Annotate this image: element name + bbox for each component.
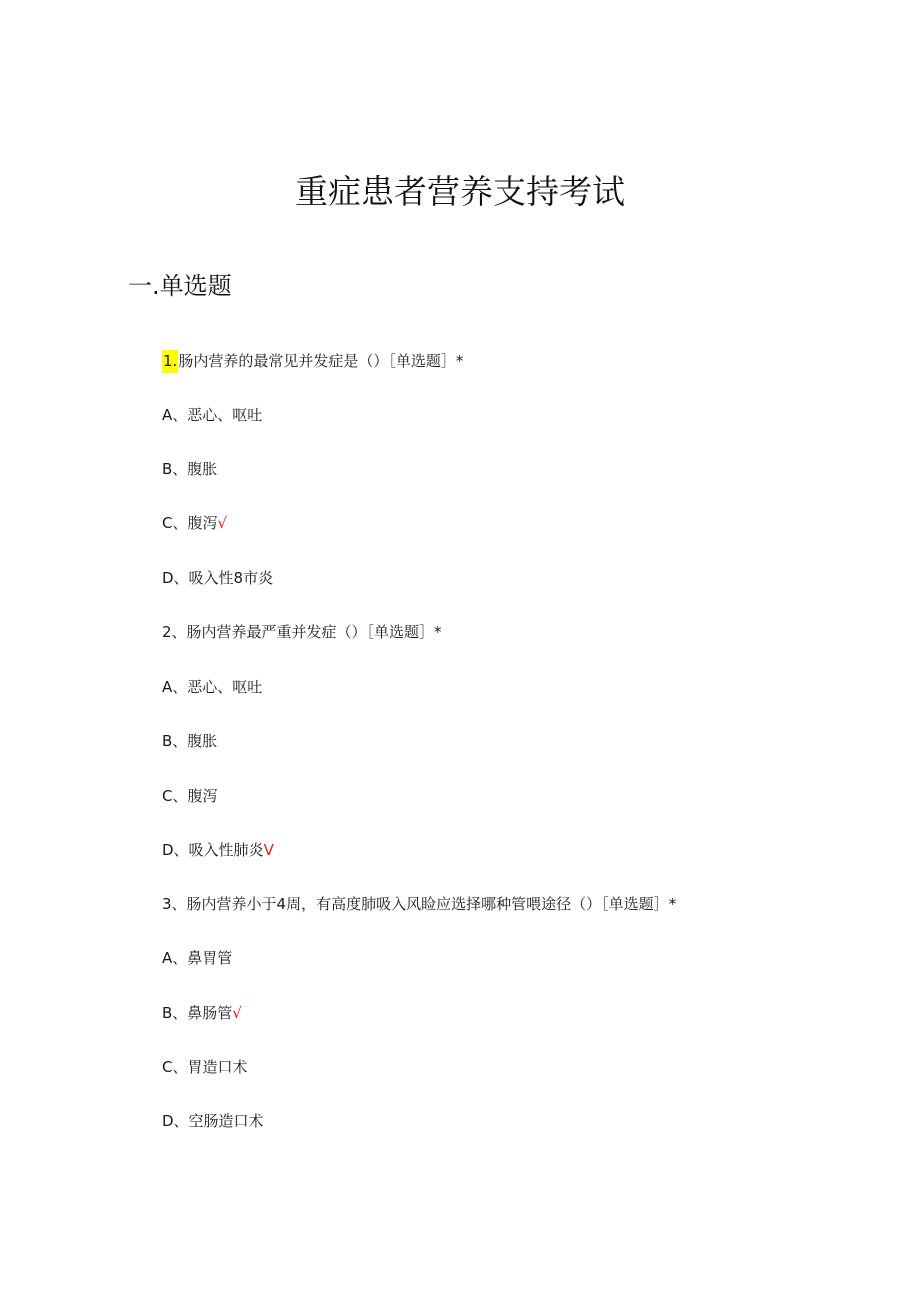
question-3-option-c (162, 1056, 247, 1078)
question-text: 肠内营养的最常见并发症是（）［单选题］* (178, 352, 464, 370)
option-text: D、空肠造口术 (162, 1112, 264, 1130)
option-text: C、腹泻 (162, 787, 218, 805)
question-1-option-d (162, 567, 273, 589)
exam-title: 重症患者营养支持考试 (295, 172, 625, 211)
option-text: C、胃造口术 (162, 1058, 248, 1076)
question-2-option-b (162, 730, 217, 752)
option-text: B、鼻肠管 (162, 1004, 233, 1022)
question-1-option-c (162, 512, 227, 534)
option-text: B、腹胀 (162, 732, 218, 750)
question-text: 肠内营养小于4周，有高度肺吸入风睑应选择哪种管喂途径（）［单选题］* (186, 895, 677, 913)
question-1-option-b (162, 458, 217, 480)
answer-check-mark: √ (217, 514, 228, 532)
question-2-option-a (162, 676, 262, 698)
section-heading: 一.单选题 (128, 272, 232, 300)
question-2-option-c (162, 785, 217, 807)
option-text: A、恶心、呕吐 (162, 406, 263, 424)
option-text: B、腹胀 (162, 460, 218, 478)
question-2-option-d (162, 839, 274, 861)
option-text: A、鼻胃管 (162, 949, 233, 967)
question-number: 2、 (162, 623, 187, 641)
question-3-stem (162, 893, 676, 915)
question-text: 肠内营养最严重并发症（）［单选题］* (186, 623, 442, 641)
question-number: 1. (162, 350, 178, 373)
question-3-option-a (162, 947, 232, 969)
question-number: 3、 (162, 895, 187, 913)
question-1-option-a (162, 404, 262, 426)
option-text: D、吸入性肺炎 (162, 841, 264, 859)
option-text: D、吸入性8市炎 (162, 569, 274, 587)
question-3-option-d (162, 1110, 264, 1132)
question-3-option-b (162, 1002, 242, 1024)
question-1-stem (162, 350, 463, 372)
option-text: A、恶心、呕吐 (162, 678, 263, 696)
question-2-stem (162, 621, 442, 643)
answer-check-mark: V (263, 841, 274, 859)
option-text: C、腹泻 (162, 514, 218, 532)
answer-check-mark: √ (232, 1004, 242, 1022)
